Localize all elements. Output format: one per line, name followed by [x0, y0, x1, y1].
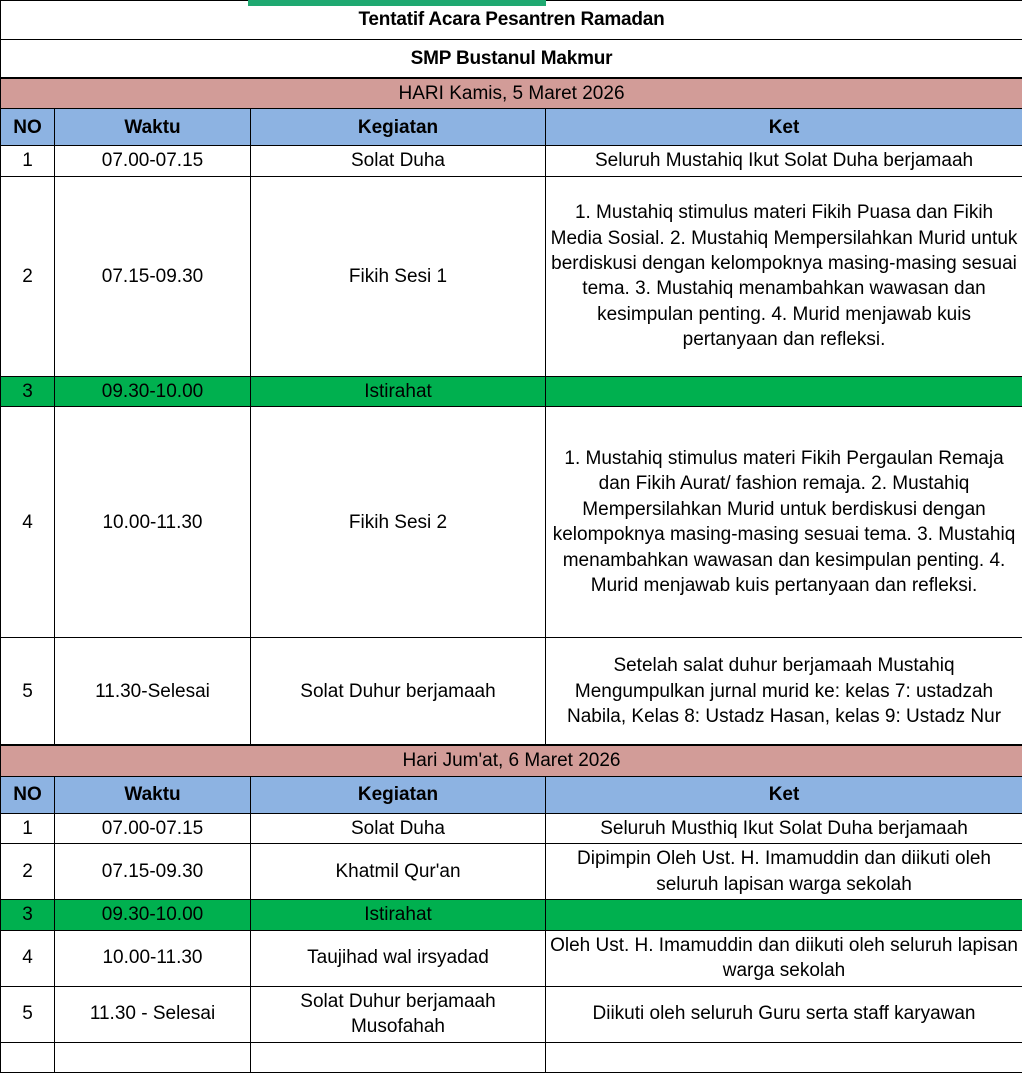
cell-kegiatan: Istirahat — [251, 376, 546, 406]
column-header-ket: Ket — [546, 109, 1022, 146]
cell-waktu: 07.00-07.15 — [55, 146, 251, 176]
top-accent-bar — [248, 0, 546, 6]
cell-waktu: 09.30-10.00 — [55, 376, 251, 406]
cell-no: 5 — [1, 986, 55, 1042]
table-row-break — [1, 900, 1022, 930]
cell-waktu: 07.15-09.30 — [55, 844, 251, 900]
cell-waktu: 09.30-10.00 — [55, 900, 251, 930]
cell-ket: Seluruh Musthiq Ikut Solat Duha berjamaah — [546, 813, 1022, 843]
cell-waktu: 07.15-09.30 — [55, 176, 251, 376]
column-header-waktu: Waktu — [55, 109, 251, 146]
cell-no: 3 — [1, 376, 55, 406]
table-row-empty — [1, 1042, 1022, 1072]
column-header-row-1 — [1, 109, 1022, 146]
cell-ket: Setelah salat duhur berjamaah Mustahiq Mengumpulkan jurnal murid ke: kelas 7: ustadzah Nabila, Kelas 8: Ustadz Hasan, kelas 9: Ustadz Nur — [546, 638, 1022, 745]
cell-no: 1 — [1, 813, 55, 843]
title-row-1 — [1, 1, 1022, 40]
table-row-break — [1, 376, 1022, 406]
cell-kegiatan: Solat Duha — [251, 813, 546, 843]
table-row — [1, 146, 1022, 176]
page-title-line-1: Tentatif Acara Pesantren Ramadan — [1, 1, 1022, 40]
day-banner-label: Hari Jum'at, 6 Maret 2026 — [1, 746, 1022, 776]
page-title-line-2: SMP Bustanul Makmur — [1, 40, 1022, 78]
cell-waktu — [55, 1042, 251, 1072]
cell-ket: Dipimpin Oleh Ust. H. Imamuddin dan diikuti oleh seluruh lapisan warga sekolah — [546, 844, 1022, 900]
title-block — [0, 0, 1022, 78]
cell-ket — [546, 900, 1022, 930]
cell-waktu: 11.30-Selesai — [55, 638, 251, 745]
cell-waktu: 10.00-11.30 — [55, 930, 251, 986]
table-row — [1, 813, 1022, 843]
cell-no: 1 — [1, 146, 55, 176]
cell-kegiatan: Solat Duhur berjamaah Musofahah — [251, 986, 546, 1042]
cell-kegiatan — [251, 1042, 546, 1072]
cell-ket: Diikuti oleh seluruh Guru serta staff karyawan — [546, 986, 1022, 1042]
day-banner-2 — [1, 746, 1022, 776]
cell-ket: Oleh Ust. H. Imamuddin dan diikuti oleh seluruh lapisan warga sekolah — [546, 930, 1022, 986]
cell-ket: 1. Mustahiq stimulus materi Fikih Pergaulan Remaja dan Fikih Aurat/ fashion remaja. 2. Mustahiq Mempersilahkan Murid untuk berdiskusi dengan kelompoknya masing-masing sesuai tema. 3. Mustahiq menambahkan wawasan dan kesimpulan penting. 4. Murid menjawab kuis pertanyaan dan refleksi. — [546, 407, 1022, 638]
cell-ket — [546, 1042, 1022, 1072]
table-row — [1, 407, 1022, 638]
cell-kegiatan: Solat Duhur berjamaah — [251, 638, 546, 745]
cell-no: 4 — [1, 407, 55, 638]
day-banner-label: HARI Kamis, 5 Maret 2026 — [1, 79, 1022, 109]
cell-kegiatan: Solat Duha — [251, 146, 546, 176]
cell-no: 2 — [1, 844, 55, 900]
cell-no: 5 — [1, 638, 55, 745]
table-row — [1, 844, 1022, 900]
cell-ket: 1. Mustahiq stimulus materi Fikih Puasa dan Fikih Media Sosial. 2. Mustahiq Mempersilahkan Murid untuk berdiskusi dengan kelompoknya masing-masing sesuai tema. 3. Mustahiq menambahkan wawasan dan kesimpulan penting. 4. Murid menjawab kuis pertanyaan dan refleksi. — [546, 176, 1022, 376]
cell-no — [1, 1042, 55, 1072]
table-row — [1, 986, 1022, 1042]
column-header-kegiatan: Kegiatan — [251, 776, 546, 813]
cell-kegiatan: Fikih Sesi 2 — [251, 407, 546, 638]
title-row-2 — [1, 40, 1022, 78]
cell-no: 4 — [1, 930, 55, 986]
cell-no: 3 — [1, 900, 55, 930]
cell-ket: Seluruh Mustahiq Ikut Solat Duha berjamaah — [546, 146, 1022, 176]
schedule-table-day-2 — [0, 745, 1022, 1072]
column-header-kegiatan: Kegiatan — [251, 109, 546, 146]
column-header-no: NO — [1, 776, 55, 813]
cell-waktu: 11.30 - Selesai — [55, 986, 251, 1042]
table-row — [1, 638, 1022, 745]
column-header-waktu: Waktu — [55, 776, 251, 813]
table-row — [1, 930, 1022, 986]
table-row — [1, 176, 1022, 376]
cell-kegiatan: Taujihad wal irsyadad — [251, 930, 546, 986]
column-header-no: NO — [1, 109, 55, 146]
cell-kegiatan: Fikih Sesi 1 — [251, 176, 546, 376]
cell-waktu: 07.00-07.15 — [55, 813, 251, 843]
cell-no: 2 — [1, 176, 55, 376]
day-banner-1 — [1, 79, 1022, 109]
cell-ket — [546, 376, 1022, 406]
cell-waktu: 10.00-11.30 — [55, 407, 251, 638]
schedule-table-day-1 — [0, 78, 1022, 745]
column-header-row-2 — [1, 776, 1022, 813]
cell-kegiatan: Khatmil Qur'an — [251, 844, 546, 900]
column-header-ket: Ket — [546, 776, 1022, 813]
cell-kegiatan: Istirahat — [251, 900, 546, 930]
